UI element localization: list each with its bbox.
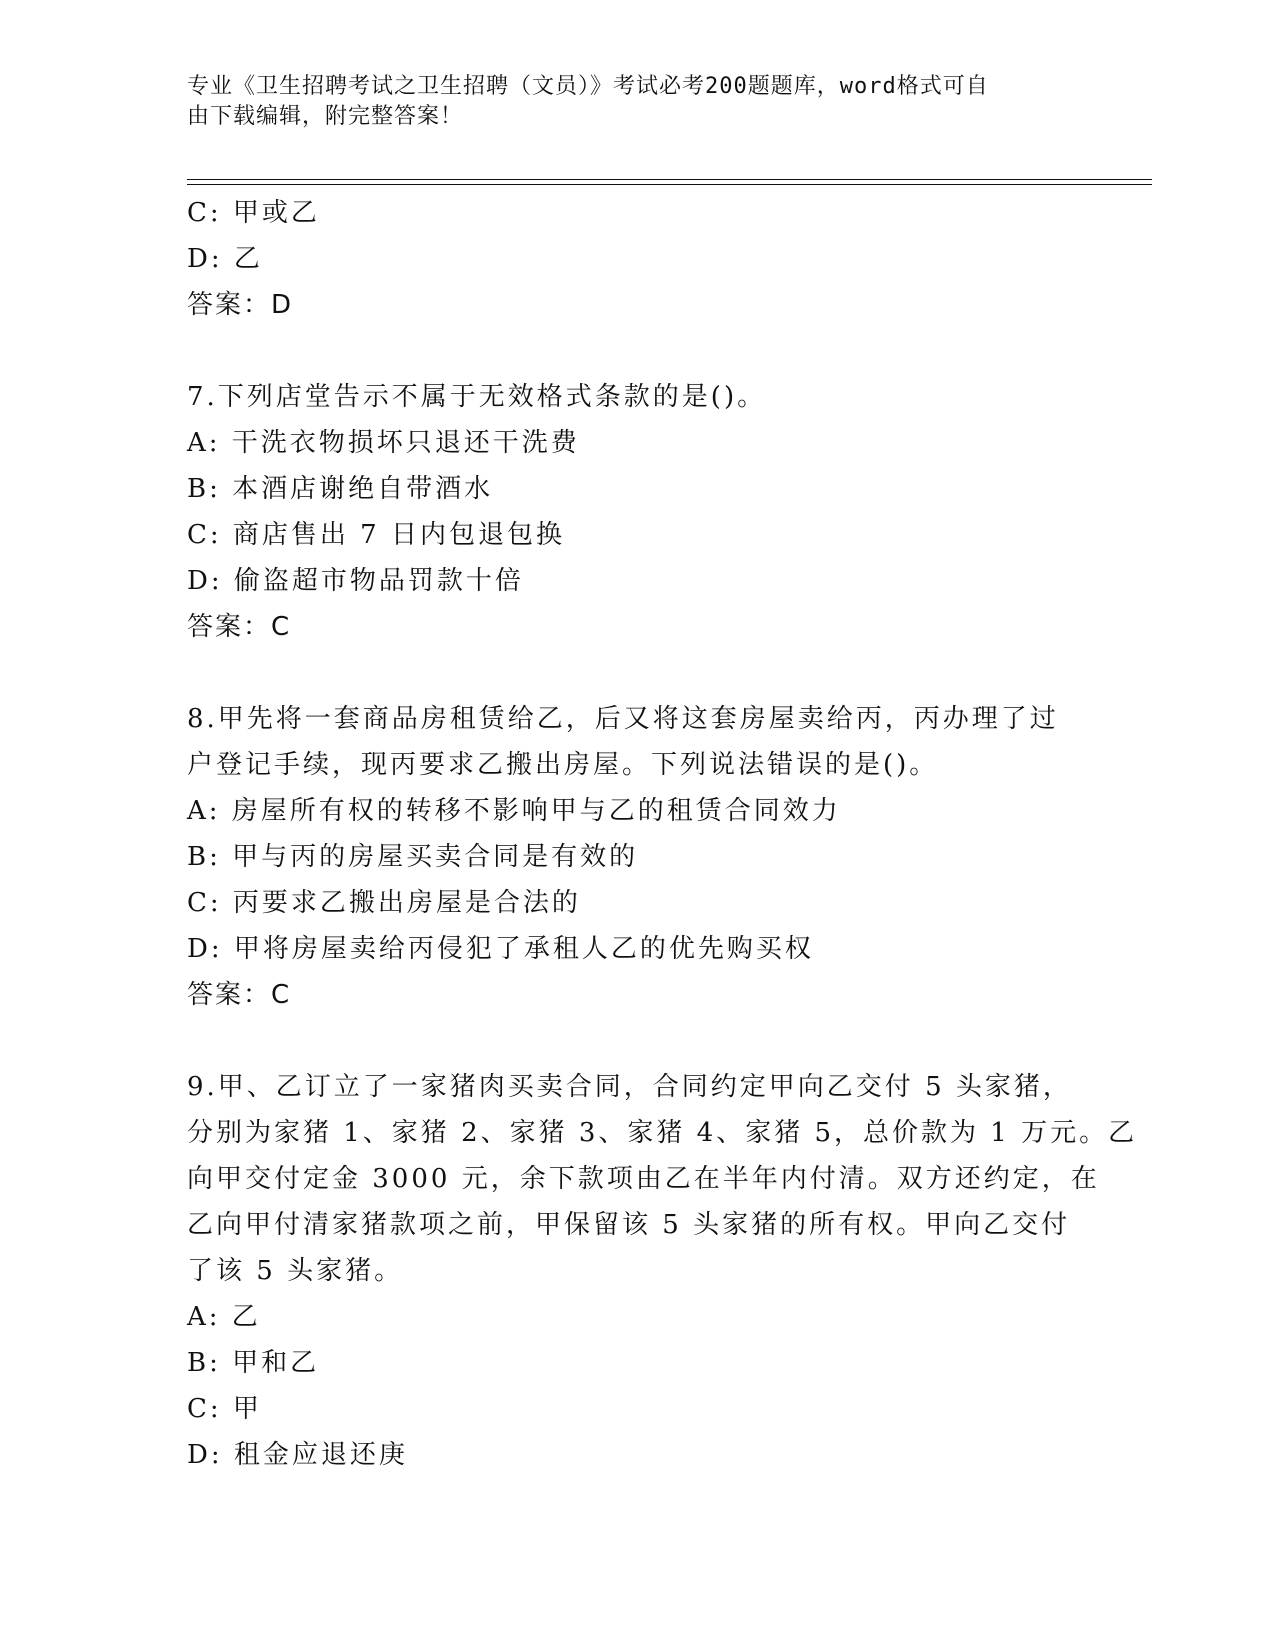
q9-stem-line-1: 9.甲、乙订立了一家猪肉买卖合同，合同约定甲向乙交付 5 头家猪， [187, 1072, 1072, 1102]
q8-stem-line-2: 户登记手续，现丙要求乙搬出房屋。下列说法错误的是()。 [187, 750, 939, 780]
q9-option-d: D: 租金应退还庚 [187, 1440, 408, 1470]
header-divider-top [187, 179, 1152, 180]
q9-stem-line-3: 向甲交付定金 3000 元，余下款项由乙在半年内付清。双方还约定，在 [187, 1164, 1100, 1194]
q8-answer: 答案：C [187, 980, 292, 1010]
q9-option-c: C: 甲 [187, 1394, 262, 1424]
q7-option-c: C: 商店售出 7 日内包退包换 [187, 520, 565, 550]
q7-option-b: B: 本酒店谢绝自带酒水 [187, 474, 494, 504]
q8-stem-line-1: 8.甲先将一套商品房租赁给乙，后又将这套房屋卖给丙，丙办理了过 [187, 704, 1059, 734]
q8-option-a: A: 房屋所有权的转移不影响甲与乙的租赁合同效力 [187, 796, 841, 826]
q8-option-b: B: 甲与丙的房屋买卖合同是有效的 [187, 842, 639, 872]
spacer [187, 650, 1087, 696]
spacer [187, 328, 1087, 374]
header-divider-bottom [187, 184, 1152, 185]
q8-option-c: C: 丙要求乙搬出房屋是合法的 [187, 888, 581, 918]
q8-option-d: D: 甲将房屋卖给丙侵犯了承租人乙的优先购买权 [187, 934, 814, 964]
q7-stem: 7.下列店堂告示不属于无效格式条款的是()。 [187, 382, 767, 412]
header-line-1: 专业《卫生招聘考试之卫生招聘（文员）》考试必考200题题库，word格式可自 [187, 74, 989, 99]
prev-option-c: C: 甲或乙 [187, 198, 320, 228]
q9-stem-line-2: 分别为家猪 1、家猪 2、家猪 3、家猪 4、家猪 5，总价款为 1 万元。乙 [187, 1118, 1138, 1148]
q7-option-a: A: 干洗衣物损坏只退还干洗费 [187, 428, 580, 458]
q9-option-a: A: 乙 [187, 1302, 261, 1332]
spacer [187, 1018, 1087, 1064]
prev-option-d: D: 乙 [187, 244, 263, 274]
prev-answer: 答案：D [187, 290, 294, 320]
question-list [187, 190, 1138, 1478]
q7-answer: 答案：C [187, 612, 292, 642]
page-header [187, 72, 1087, 132]
q9-option-b: B: 甲和乙 [187, 1348, 320, 1378]
q9-stem-line-4: 乙向甲付清家猪款项之前，甲保留该 5 头家猪的所有权。甲向乙交付 [187, 1210, 1071, 1240]
q9-stem-line-5: 了该 5 头家猪。 [187, 1256, 404, 1286]
q7-option-d: D: 偷盗超市物品罚款十倍 [187, 566, 524, 596]
header-line-2: 由下载编辑，附完整答案！ [187, 104, 464, 129]
